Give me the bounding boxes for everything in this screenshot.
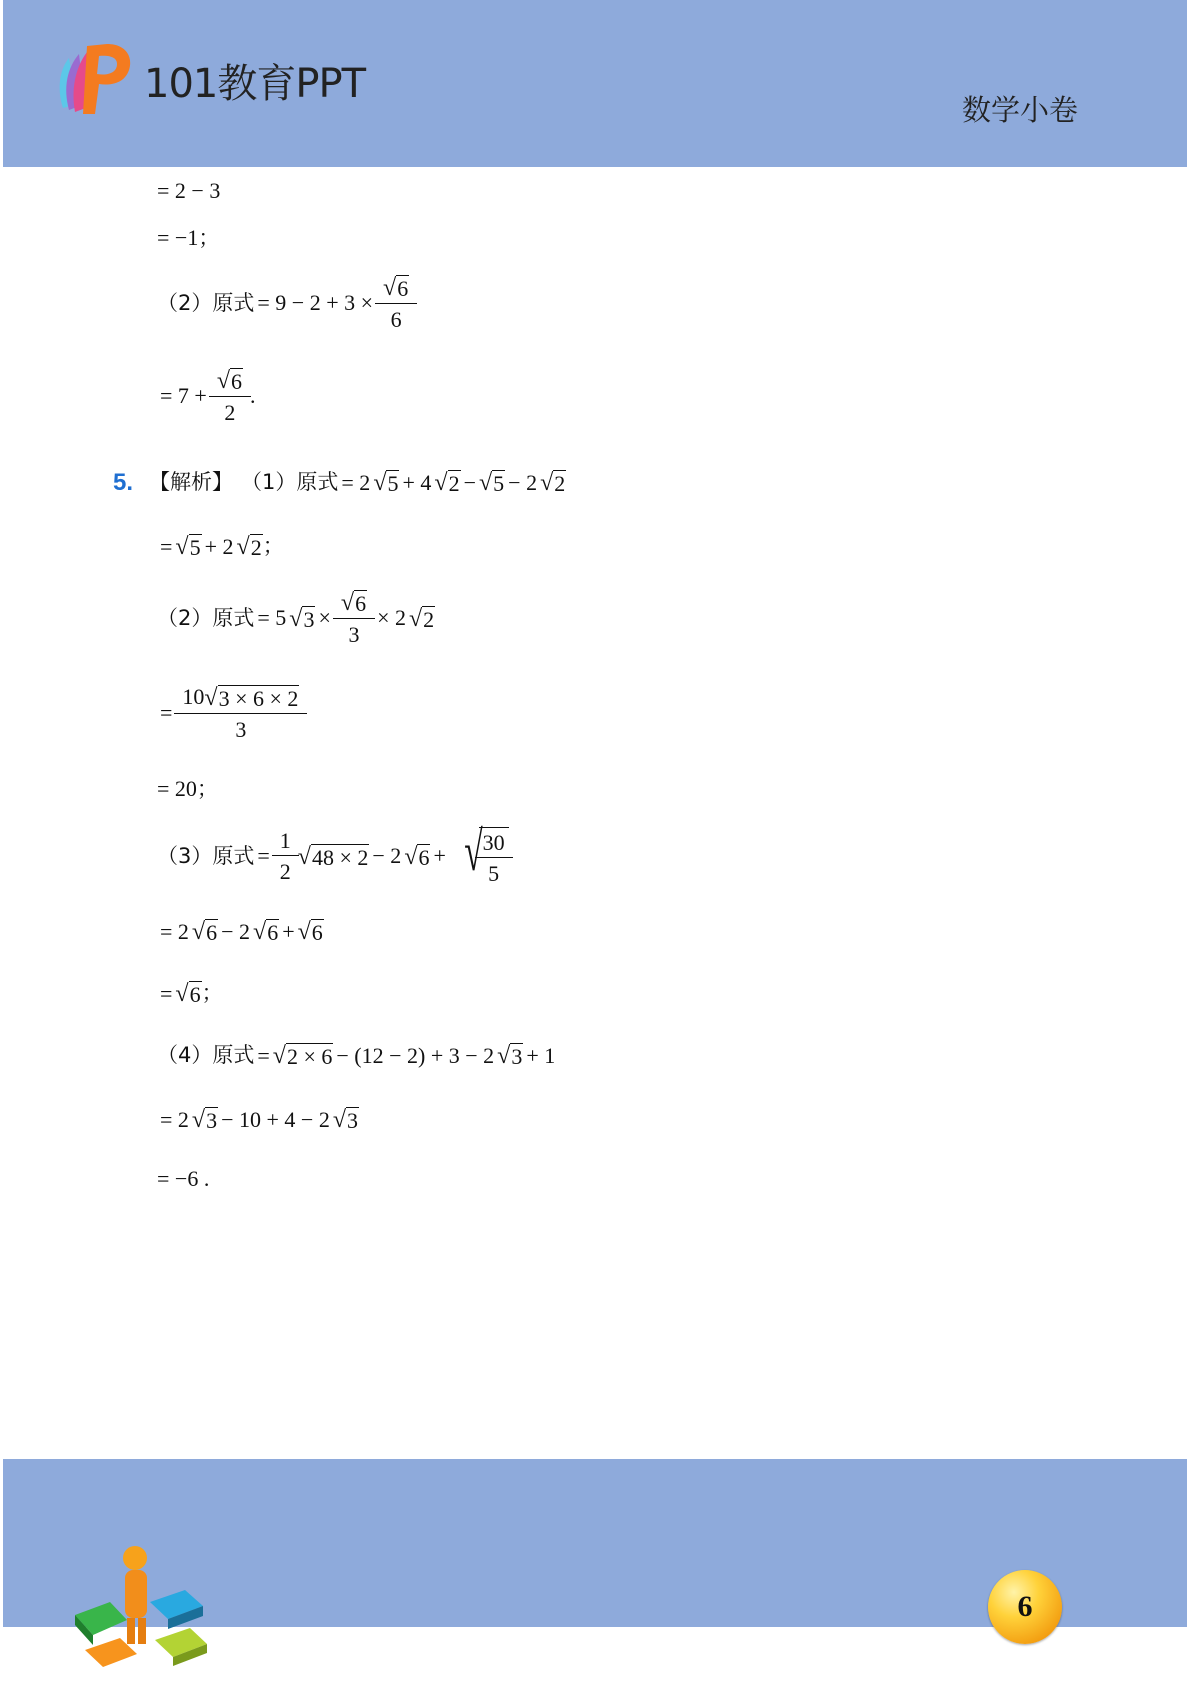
question-number: 5. — [113, 468, 134, 496]
math-line: = 2 − 3 — [157, 178, 221, 203]
math-line: （4）原式 = √ 2 × 6 − (12 − 2) + 3 − 2 √ 3 + 1 — [157, 1042, 556, 1069]
question-header: 5. 【解析】 （1）原式 = 2 √ 5 + 4 √ 2 − √ 5 − 2 √ 2 — [113, 468, 566, 496]
math-line: = 20 ； — [157, 776, 218, 801]
math-line: （3）原式 = $\frac{1}{2}$ √ 48 × 2 − 2 √ 6 + √ $\frac{30}{5}$ — [157, 827, 509, 885]
part-label: （2）原式 — [157, 290, 255, 315]
part-label: （3）原式 — [157, 843, 255, 868]
analysis-label: 【解析】 — [149, 470, 234, 494]
fraction: √ 6 3 — [337, 590, 371, 646]
radical-fraction: √ $\frac{30}{5}$ — [452, 827, 509, 885]
math-line: = −6 . — [157, 1166, 210, 1191]
math-line: = √ 6 ； — [160, 980, 223, 1007]
math-line: = 7 + √ 6 2 . — [160, 368, 256, 425]
page-number-badge: 6 — [988, 1570, 1062, 1644]
part-label: （2）原式 — [157, 605, 255, 630]
fraction: √ 6 6 — [379, 275, 413, 331]
math-line: （2）原式 = 5 √ 3 × √ 6 3 × 2 √ 2 — [157, 590, 435, 647]
math-line: = 10 √ 3 × 6 × 2 3 — [157, 685, 306, 741]
subject-title: 数学小卷 — [961, 93, 1078, 127]
part-label: （1）原式 — [241, 470, 339, 494]
part-label: （4）原式 — [157, 1043, 255, 1067]
fraction: 10 √ 3 × 6 × 2 3 — [178, 685, 303, 741]
learning-blocks-icon — [65, 1540, 215, 1670]
math-line: = 2 √ 3 − 10 + 4 − 2 √ 3 — [160, 1106, 358, 1133]
brand-name: 101教育PPT — [144, 61, 366, 107]
fraction: $\frac{1}{2}$ — [276, 830, 295, 883]
math-line: = 2 √ 6 − 2 √ 6 + √ 6 — [160, 918, 323, 945]
fraction: √ 6 2 — [213, 368, 247, 424]
math-line: （2）原式 = 9 − 2 + 3 × √ 6 6 — [157, 275, 416, 331]
math-line: = −1 ； — [157, 225, 220, 250]
math-line: = √ 5 + 2 √ 2 ； — [160, 533, 284, 560]
